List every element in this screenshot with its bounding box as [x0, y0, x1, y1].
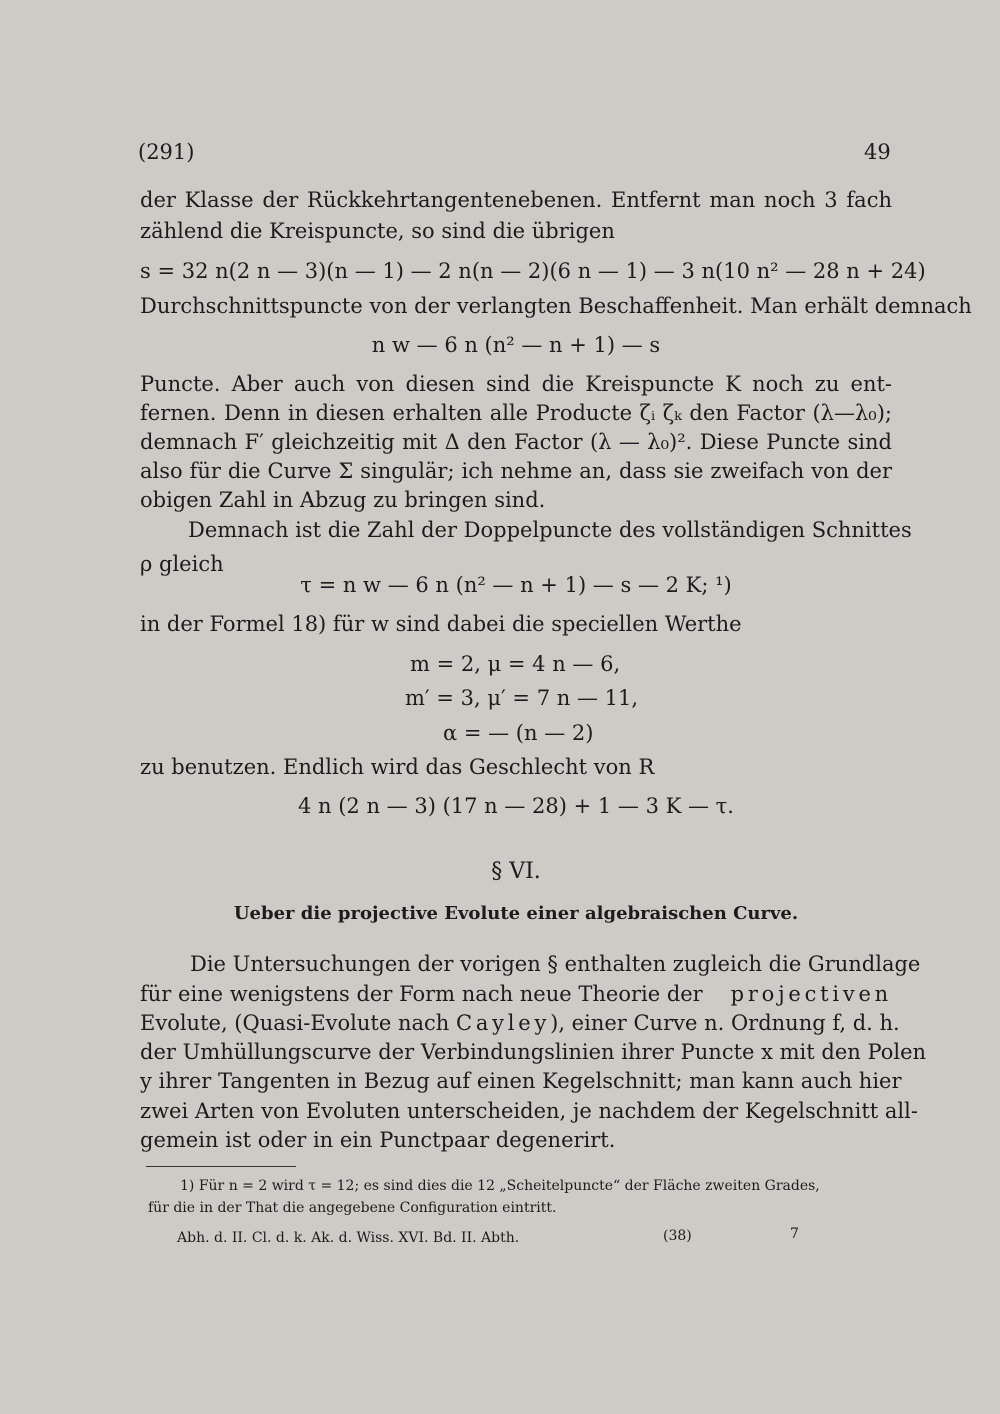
text-line: also für die Curve Σ singulär; ich nehme an, dass sie zweifach von der [140, 459, 892, 483]
text-line: zählend die Kreispuncte, so sind die übrigen [140, 219, 615, 243]
text-line: Puncte. Aber auch von diesen sind die Kreispuncte K noch zu ent- [140, 372, 892, 396]
equation-tau: τ = n w — 6 n (n² — n + 1) — s — 2 K; ¹) [300, 573, 732, 597]
text-line: demnach F′ gleichzeitig mit Δ den Factor (λ — λ₀)². Diese Puncte sind [140, 430, 892, 454]
text-line: Die Untersuchungen der vorigen § enthalten zugleich die Grundlage [190, 952, 921, 976]
equation-m: m = 2, μ = 4 n — 6, [410, 652, 621, 676]
text-line: y ihrer Tangenten in Bezug auf einen Kegelschnitt; man kann auch hier [140, 1069, 902, 1093]
equation-m-prime: m′ = 3, μ′ = 7 n — 11, [405, 686, 639, 710]
footer-signature: (38) [663, 1228, 692, 1244]
text-line: Durchschnittspuncte von der verlangten Beschaffenheit. Man erhält demnach [140, 294, 972, 318]
text-line: in der Formel 18) für w sind dabei die speciellen Werthe [140, 612, 742, 636]
section-number: § VI. [491, 859, 541, 884]
equation-alpha: α = — (n — 2) [443, 721, 594, 745]
text-line: ρ gleich [140, 552, 224, 576]
text-line: gemein ist oder in ein Punctpaar degenerirt. [140, 1128, 616, 1152]
text-span: Evolute, (Quasi-Evolute nach [140, 1011, 450, 1035]
text-line: zwei Arten von Evoluten unterscheiden, je nachdem der Kegelschnitt all- [140, 1099, 918, 1123]
footnote-divider [146, 1166, 296, 1167]
equation-nw: n w — 6 n (n² — n + 1) — s [371, 333, 661, 357]
footnote-line: 1) Für n = 2 wird τ = 12; es sind dies die 12 „Scheitelpuncte“ der Fläche zweiten Grades, [180, 1178, 820, 1194]
footnote-line: für die in der That die angegebene Configuration eintritt. [148, 1200, 557, 1216]
section-title: Ueber die projective Evolute einer algebraischen Curve. [233, 903, 799, 924]
text-span: für eine wenigstens der Form nach neue Theorie der [140, 982, 703, 1006]
equation-s: s = 32 n(2 n — 3)(n — 1) — 2 n(n — 2)(6 n — 1) — 3 n(10 n² — 28 n + 24) [140, 259, 926, 283]
text-line: fernen. Denn in diesen erhalten alle Producte ζᵢ ζₖ den Factor (λ—λ₀); [140, 401, 892, 425]
equation-genus: 4 n (2 n — 3) (17 n — 28) + 1 — 3 K — τ. [298, 794, 734, 818]
header-page-number-left: (291) [138, 140, 195, 164]
text-span-emphasis: projectiven [730, 982, 892, 1006]
text-line [140, 980, 892, 1008]
footer-journal: Abh. d. II. Cl. d. k. Ak. d. Wiss. XVI. Bd. II. Abth. [177, 1230, 520, 1246]
text-line: zu benutzen. Endlich wird das Geschlecht von R [140, 755, 655, 779]
header-page-number-right: 49 [864, 140, 891, 164]
text-line: der Umhüllungscurve der Verbindungslinien ihrer Puncte x mit den Polen [140, 1040, 927, 1064]
text-line [140, 1009, 900, 1037]
text-span: ), einer Curve n. Ordnung f, d. h. [550, 1011, 900, 1035]
footer-sheet-number: 7 [790, 1226, 799, 1242]
text-line: Demnach ist die Zahl der Doppelpuncte des vollständigen Schnittes [188, 518, 912, 542]
text-span-emphasis: Cayley [455, 1011, 551, 1035]
text-line: obigen Zahl in Abzug zu bringen sind. [140, 488, 546, 512]
text-line: der Klasse der Rückkehrtangentenebenen. Entfernt man noch 3 fach [140, 188, 892, 212]
